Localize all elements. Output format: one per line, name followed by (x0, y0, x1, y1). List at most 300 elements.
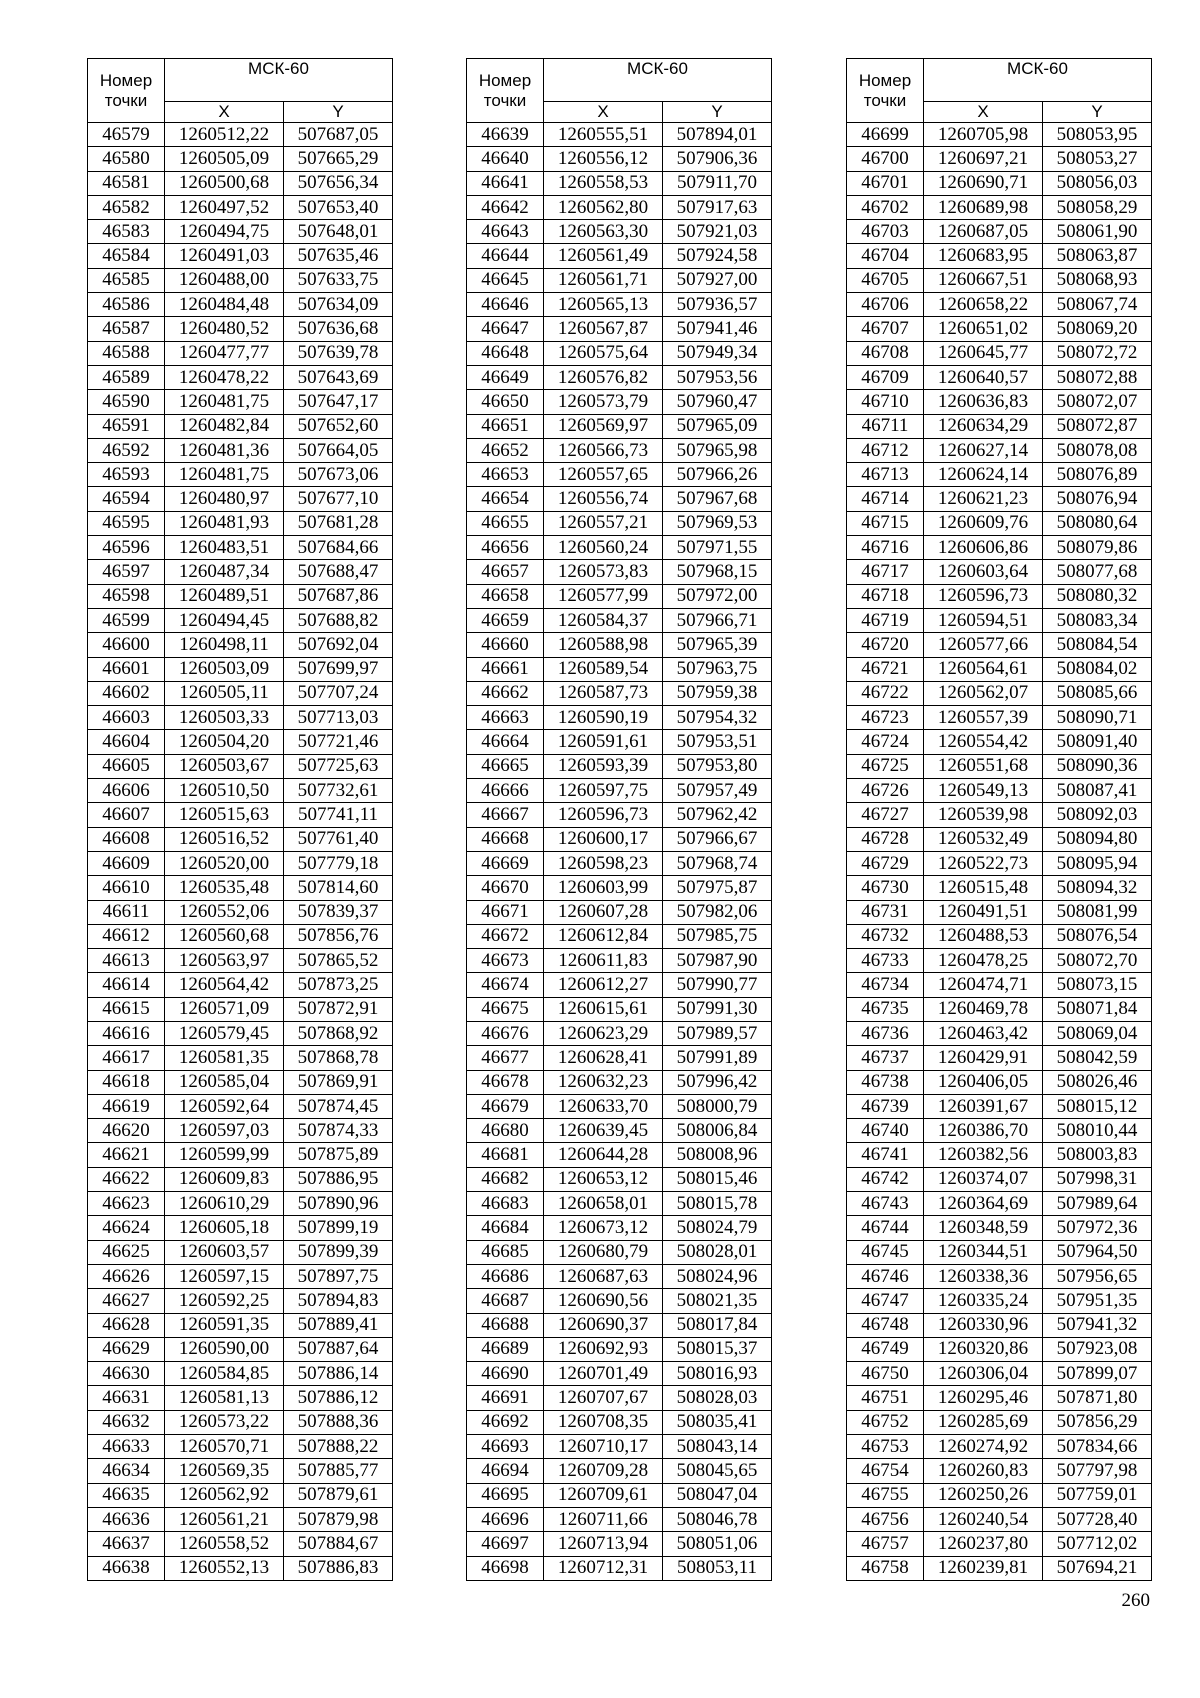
table-row (88, 1264, 393, 1288)
y-coordinate-cell: 507874,33 (284, 1119, 393, 1143)
x-coordinate-cell: 1260240,54 (924, 1507, 1043, 1531)
x-coordinate-cell: 1260566,73 (544, 438, 663, 462)
x-coordinate-cell: 1260510,50 (165, 779, 284, 803)
table-row (88, 1070, 393, 1094)
table-row (847, 1386, 1152, 1410)
point-number-cell: 46706 (847, 293, 924, 317)
x-coordinate-cell: 1260570,71 (165, 1435, 284, 1459)
table-row (847, 195, 1152, 219)
x-coordinate-cell: 1260515,63 (165, 803, 284, 827)
point-number-cell: 46663 (467, 706, 544, 730)
table-row (467, 924, 772, 948)
point-number-cell: 46655 (467, 511, 544, 535)
x-coordinate-cell: 1260535,48 (165, 876, 284, 900)
y-coordinate-cell: 507964,50 (1043, 1240, 1152, 1264)
table-row (467, 1289, 772, 1313)
x-coordinate-cell: 1260599,99 (165, 1143, 284, 1167)
x-coordinate-cell: 1260627,14 (924, 438, 1043, 462)
table-row (847, 1507, 1152, 1531)
y-coordinate-cell: 508076,89 (1043, 463, 1152, 487)
x-coordinate-cell: 1260552,06 (165, 900, 284, 924)
y-coordinate-cell: 508028,03 (663, 1386, 772, 1410)
y-coordinate-cell: 508024,96 (663, 1264, 772, 1288)
table-row (88, 511, 393, 535)
point-number-cell: 46757 (847, 1532, 924, 1556)
table-row (847, 1046, 1152, 1070)
table-row (847, 487, 1152, 511)
y-coordinate-cell: 507681,28 (284, 511, 393, 535)
x-coordinate-cell: 1260571,09 (165, 997, 284, 1021)
y-coordinate-cell: 508056,03 (1043, 171, 1152, 195)
x-coordinate-cell: 1260634,29 (924, 414, 1043, 438)
point-number-cell: 46673 (467, 949, 544, 973)
y-coordinate-cell: 507872,91 (284, 997, 393, 1021)
table-row (467, 317, 772, 341)
y-coordinate-cell: 508043,14 (663, 1435, 772, 1459)
x-coordinate-cell: 1260478,25 (924, 949, 1043, 973)
y-coordinate-cell: 507917,63 (663, 195, 772, 219)
y-coordinate-cell: 507677,10 (284, 487, 393, 511)
table-row (847, 876, 1152, 900)
table-row (467, 123, 772, 147)
table-row (467, 511, 772, 535)
coordinate-system-header: МСК-60 (165, 59, 393, 102)
point-number-cell: 46694 (467, 1459, 544, 1483)
y-coordinate-cell: 508067,74 (1043, 293, 1152, 317)
point-number-cell: 46719 (847, 608, 924, 632)
x-coordinate-cell: 1260478,22 (165, 365, 284, 389)
y-coordinate-cell: 507887,64 (284, 1337, 393, 1361)
coordinates-table-1 (87, 58, 393, 1581)
y-coordinate-cell: 508076,94 (1043, 487, 1152, 511)
y-coordinate-cell: 508094,32 (1043, 876, 1152, 900)
point-number-cell: 46634 (88, 1459, 165, 1483)
y-coordinate-cell: 507967,68 (663, 487, 772, 511)
y-coordinate-cell: 507899,39 (284, 1240, 393, 1264)
x-coordinate-cell: 1260658,22 (924, 293, 1043, 317)
y-coordinate-cell: 508090,36 (1043, 754, 1152, 778)
table-row (847, 1459, 1152, 1483)
table-row (467, 147, 772, 171)
point-number-cell: 46590 (88, 390, 165, 414)
y-coordinate-cell: 508076,54 (1043, 924, 1152, 948)
y-coordinate-cell: 508081,99 (1043, 900, 1152, 924)
point-number-cell: 46636 (88, 1507, 165, 1531)
y-coordinate-cell: 507873,25 (284, 973, 393, 997)
y-coordinate-cell: 507968,15 (663, 560, 772, 584)
table-row (847, 924, 1152, 948)
table-row (847, 633, 1152, 657)
y-coordinate-cell: 507953,80 (663, 754, 772, 778)
table-row (88, 779, 393, 803)
point-number-cell: 46581 (88, 171, 165, 195)
y-coordinate-cell: 507899,07 (1043, 1362, 1152, 1386)
x-coordinate-cell: 1260592,64 (165, 1094, 284, 1118)
point-number-cell: 46612 (88, 924, 165, 948)
x-coordinate-cell: 1260481,36 (165, 438, 284, 462)
point-number-cell: 46714 (847, 487, 924, 511)
y-coordinate-cell: 507633,75 (284, 268, 393, 292)
point-number-cell: 46678 (467, 1070, 544, 1094)
x-coordinate-cell: 1260554,42 (924, 730, 1043, 754)
y-coordinate-cell: 508094,80 (1043, 827, 1152, 851)
y-coordinate-cell: 507868,78 (284, 1046, 393, 1070)
y-coordinate-cell: 507869,91 (284, 1070, 393, 1094)
x-coordinate-cell: 1260680,79 (544, 1240, 663, 1264)
table-row (467, 463, 772, 487)
y-coordinate-cell: 507953,51 (663, 730, 772, 754)
table-row (467, 560, 772, 584)
point-number-cell: 46650 (467, 390, 544, 414)
x-header: X (165, 102, 284, 123)
x-coordinate-cell: 1260497,52 (165, 195, 284, 219)
point-number-cell: 46644 (467, 244, 544, 268)
x-coordinate-cell: 1260596,73 (544, 803, 663, 827)
point-number-cell: 46748 (847, 1313, 924, 1337)
table-row (847, 147, 1152, 171)
point-number-cell: 46602 (88, 681, 165, 705)
point-number-cell: 46675 (467, 997, 544, 1021)
y-coordinate-cell: 507987,90 (663, 949, 772, 973)
table-row (467, 1046, 772, 1070)
point-number-cell: 46597 (88, 560, 165, 584)
table-row (88, 1192, 393, 1216)
point-number-cell: 46735 (847, 997, 924, 1021)
x-coordinate-cell: 1260603,99 (544, 876, 663, 900)
table-row (847, 803, 1152, 827)
point-number-cell: 46580 (88, 147, 165, 171)
y-coordinate-cell: 507699,97 (284, 657, 393, 681)
x-coordinate-cell: 1260605,18 (165, 1216, 284, 1240)
point-number-cell: 46643 (467, 220, 544, 244)
x-coordinate-cell: 1260628,41 (544, 1046, 663, 1070)
y-coordinate-cell: 508000,79 (663, 1094, 772, 1118)
table-row (847, 1435, 1152, 1459)
x-coordinate-cell: 1260494,75 (165, 220, 284, 244)
y-coordinate-cell: 507923,08 (1043, 1337, 1152, 1361)
table-row (847, 1313, 1152, 1337)
x-coordinate-cell: 1260667,51 (924, 268, 1043, 292)
y-coordinate-cell: 507927,00 (663, 268, 772, 292)
y-coordinate-cell: 508016,93 (663, 1362, 772, 1386)
point-number-cell: 46652 (467, 438, 544, 462)
x-coordinate-cell: 1260364,69 (924, 1192, 1043, 1216)
point-number-cell: 46711 (847, 414, 924, 438)
point-number-cell: 46642 (467, 195, 544, 219)
y-coordinate-cell: 507936,57 (663, 293, 772, 317)
point-number-cell: 46600 (88, 633, 165, 657)
point-number-cell: 46721 (847, 657, 924, 681)
table-row (847, 1410, 1152, 1434)
x-coordinate-cell: 1260597,75 (544, 779, 663, 803)
y-coordinate-cell: 507991,30 (663, 997, 772, 1021)
y-coordinate-cell: 507921,03 (663, 220, 772, 244)
table-row (467, 754, 772, 778)
point-number-cell: 46718 (847, 584, 924, 608)
point-number-cell: 46664 (467, 730, 544, 754)
point-number-cell: 46613 (88, 949, 165, 973)
y-coordinate-cell: 508017,84 (663, 1313, 772, 1337)
point-number-cell: 46734 (847, 973, 924, 997)
point-number-cell: 46631 (88, 1386, 165, 1410)
point-number-cell: 46657 (467, 560, 544, 584)
x-coordinate-cell: 1260320,86 (924, 1337, 1043, 1361)
point-number-cell: 46662 (467, 681, 544, 705)
point-number-cell: 46725 (847, 754, 924, 778)
x-coordinate-cell: 1260482,84 (165, 414, 284, 438)
table-row (467, 633, 772, 657)
x-coordinate-cell: 1260709,61 (544, 1483, 663, 1507)
table-row (88, 220, 393, 244)
point-number-cell: 46704 (847, 244, 924, 268)
table-row (88, 1119, 393, 1143)
y-coordinate-cell: 507971,55 (663, 536, 772, 560)
table-row (467, 949, 772, 973)
table-row (847, 973, 1152, 997)
point-number-cell: 46724 (847, 730, 924, 754)
point-number-cell: 46671 (467, 900, 544, 924)
x-coordinate-cell: 1260491,51 (924, 900, 1043, 924)
x-coordinate-cell: 1260382,56 (924, 1143, 1043, 1167)
table-row (847, 536, 1152, 560)
y-coordinate-cell: 507985,75 (663, 924, 772, 948)
table-row (467, 1435, 772, 1459)
x-coordinate-cell: 1260487,34 (165, 560, 284, 584)
point-number-cell: 46729 (847, 851, 924, 875)
table-row (847, 657, 1152, 681)
y-coordinate-cell: 507886,83 (284, 1556, 393, 1580)
point-number-cell: 46687 (467, 1289, 544, 1313)
table-row (88, 1289, 393, 1313)
x-coordinate-cell: 1260712,31 (544, 1556, 663, 1580)
y-coordinate-cell: 508010,44 (1043, 1119, 1152, 1143)
table-row (847, 1119, 1152, 1143)
x-coordinate-cell: 1260690,71 (924, 171, 1043, 195)
table-row (88, 1386, 393, 1410)
y-coordinate-cell: 507963,75 (663, 657, 772, 681)
x-coordinate-cell: 1260348,59 (924, 1216, 1043, 1240)
point-number-cell: 46751 (847, 1386, 924, 1410)
table-row (88, 754, 393, 778)
y-coordinate-cell: 507652,60 (284, 414, 393, 438)
y-coordinate-cell: 508028,01 (663, 1240, 772, 1264)
x-coordinate-cell: 1260560,24 (544, 536, 663, 560)
x-coordinate-cell: 1260707,67 (544, 1386, 663, 1410)
x-coordinate-cell: 1260633,70 (544, 1094, 663, 1118)
point-number-cell: 46745 (847, 1240, 924, 1264)
point-number-cell: 46595 (88, 511, 165, 535)
x-coordinate-cell: 1260491,03 (165, 244, 284, 268)
y-coordinate-cell: 507911,70 (663, 171, 772, 195)
table-row (88, 1021, 393, 1045)
table-row (88, 1459, 393, 1483)
y-coordinate-cell: 508053,27 (1043, 147, 1152, 171)
point-number-cell: 46705 (847, 268, 924, 292)
point-number-cell: 46691 (467, 1386, 544, 1410)
coordinate-system-header: МСК-60 (924, 59, 1152, 102)
point-number-cell: 46701 (847, 171, 924, 195)
y-coordinate-cell: 507879,61 (284, 1483, 393, 1507)
x-coordinate-cell: 1260562,07 (924, 681, 1043, 705)
y-coordinate-cell: 508073,15 (1043, 973, 1152, 997)
table-row (847, 365, 1152, 389)
y-coordinate-cell: 508071,84 (1043, 997, 1152, 1021)
y-coordinate-cell: 507725,63 (284, 754, 393, 778)
y-coordinate-cell: 508090,71 (1043, 706, 1152, 730)
x-coordinate-cell: 1260237,80 (924, 1532, 1043, 1556)
y-coordinate-cell: 507888,22 (284, 1435, 393, 1459)
point-number-cell: 46633 (88, 1435, 165, 1459)
point-number-header: Номер точки (88, 59, 165, 123)
point-number-cell: 46585 (88, 268, 165, 292)
point-number-cell: 46591 (88, 414, 165, 438)
point-number-cell: 46628 (88, 1313, 165, 1337)
point-number-cell: 46708 (847, 341, 924, 365)
table-row (88, 584, 393, 608)
y-coordinate-cell: 507779,18 (284, 851, 393, 875)
x-coordinate-cell: 1260640,57 (924, 365, 1043, 389)
point-number-cell: 46593 (88, 463, 165, 487)
point-number-cell: 46621 (88, 1143, 165, 1167)
x-coordinate-cell: 1260579,45 (165, 1021, 284, 1045)
y-coordinate-cell: 507673,06 (284, 463, 393, 487)
point-number-cell: 46682 (467, 1167, 544, 1191)
point-number-cell: 46654 (467, 487, 544, 511)
table-row (88, 1337, 393, 1361)
table-row (847, 390, 1152, 414)
x-coordinate-cell: 1260563,97 (165, 949, 284, 973)
y-coordinate-cell: 507643,69 (284, 365, 393, 389)
x-coordinate-cell: 1260306,04 (924, 1362, 1043, 1386)
x-header: X (924, 102, 1043, 123)
point-number-cell: 46609 (88, 851, 165, 875)
point-number-cell: 46753 (847, 1435, 924, 1459)
y-coordinate-cell: 508092,03 (1043, 803, 1152, 827)
y-coordinate-cell: 508015,37 (663, 1337, 772, 1361)
x-coordinate-cell: 1260515,48 (924, 876, 1043, 900)
x-coordinate-cell: 1260481,93 (165, 511, 284, 535)
x-coordinate-cell: 1260516,52 (165, 827, 284, 851)
table-row (88, 438, 393, 462)
y-header: Y (1043, 102, 1152, 123)
y-coordinate-cell: 507636,68 (284, 317, 393, 341)
table-row (88, 1483, 393, 1507)
y-coordinate-cell: 507989,64 (1043, 1192, 1152, 1216)
x-coordinate-cell: 1260653,12 (544, 1167, 663, 1191)
point-number-cell: 46668 (467, 827, 544, 851)
table-row (88, 1313, 393, 1337)
table-row (467, 1483, 772, 1507)
y-coordinate-cell: 507635,46 (284, 244, 393, 268)
y-coordinate-cell: 507890,96 (284, 1192, 393, 1216)
point-number-cell: 46758 (847, 1556, 924, 1580)
point-number-header: Номер точки (467, 59, 544, 123)
point-number-cell: 46732 (847, 924, 924, 948)
table-row (467, 827, 772, 851)
y-header: Y (284, 102, 393, 123)
y-coordinate-cell: 507968,74 (663, 851, 772, 875)
point-number-cell: 46637 (88, 1532, 165, 1556)
x-coordinate-cell: 1260391,67 (924, 1094, 1043, 1118)
x-coordinate-cell: 1260687,05 (924, 220, 1043, 244)
x-coordinate-cell: 1260505,09 (165, 147, 284, 171)
point-number-cell: 46594 (88, 487, 165, 511)
table-row (847, 754, 1152, 778)
x-coordinate-cell: 1260335,24 (924, 1289, 1043, 1313)
x-coordinate-cell: 1260709,28 (544, 1459, 663, 1483)
x-coordinate-cell: 1260563,30 (544, 220, 663, 244)
point-number-cell: 46752 (847, 1410, 924, 1434)
point-number-cell: 46707 (847, 317, 924, 341)
table-row (847, 851, 1152, 875)
x-coordinate-cell: 1260603,57 (165, 1240, 284, 1264)
x-coordinate-cell: 1260590,19 (544, 706, 663, 730)
point-number-cell: 46620 (88, 1119, 165, 1143)
table-row (88, 293, 393, 317)
table-row (847, 949, 1152, 973)
point-number-cell: 46679 (467, 1094, 544, 1118)
y-coordinate-cell: 507966,71 (663, 608, 772, 632)
y-coordinate-cell: 507889,41 (284, 1313, 393, 1337)
x-coordinate-cell: 1260555,51 (544, 123, 663, 147)
table-row (467, 244, 772, 268)
point-number-cell: 46629 (88, 1337, 165, 1361)
x-coordinate-cell: 1260621,23 (924, 487, 1043, 511)
x-coordinate-cell: 1260577,99 (544, 584, 663, 608)
x-coordinate-cell: 1260260,83 (924, 1459, 1043, 1483)
y-coordinate-cell: 507965,39 (663, 633, 772, 657)
table-row (847, 511, 1152, 535)
table-row (467, 1362, 772, 1386)
point-number-cell: 46632 (88, 1410, 165, 1434)
x-coordinate-cell: 1260606,86 (924, 536, 1043, 560)
point-number-cell: 46586 (88, 293, 165, 317)
x-coordinate-cell: 1260585,04 (165, 1070, 284, 1094)
point-number-cell: 46717 (847, 560, 924, 584)
table-row (467, 730, 772, 754)
x-coordinate-cell: 1260581,13 (165, 1386, 284, 1410)
table-row (88, 633, 393, 657)
table-row (467, 1410, 772, 1434)
table-row (467, 1532, 772, 1556)
point-number-cell: 46626 (88, 1264, 165, 1288)
point-number-cell: 46603 (88, 706, 165, 730)
point-number-cell: 46623 (88, 1192, 165, 1216)
point-number-cell: 46647 (467, 317, 544, 341)
point-number-cell: 46596 (88, 536, 165, 560)
table-row (847, 1094, 1152, 1118)
x-coordinate-cell: 1260609,83 (165, 1167, 284, 1191)
y-coordinate-cell: 507906,36 (663, 147, 772, 171)
y-coordinate-cell: 507954,32 (663, 706, 772, 730)
y-coordinate-cell: 507886,95 (284, 1167, 393, 1191)
x-coordinate-cell: 1260539,98 (924, 803, 1043, 827)
x-coordinate-cell: 1260575,64 (544, 341, 663, 365)
page-number: 260 (1121, 1590, 1150, 1611)
table-row (847, 171, 1152, 195)
x-coordinate-cell: 1260565,13 (544, 293, 663, 317)
x-coordinate-cell: 1260483,51 (165, 536, 284, 560)
point-number-cell: 46616 (88, 1021, 165, 1045)
x-coordinate-cell: 1260591,61 (544, 730, 663, 754)
x-coordinate-cell: 1260689,98 (924, 195, 1043, 219)
y-coordinate-cell: 507839,37 (284, 900, 393, 924)
y-coordinate-cell: 507972,00 (663, 584, 772, 608)
y-coordinate-cell: 507989,57 (663, 1021, 772, 1045)
x-coordinate-cell: 1260522,73 (924, 851, 1043, 875)
x-coordinate-cell: 1260567,87 (544, 317, 663, 341)
y-coordinate-cell: 507886,14 (284, 1362, 393, 1386)
